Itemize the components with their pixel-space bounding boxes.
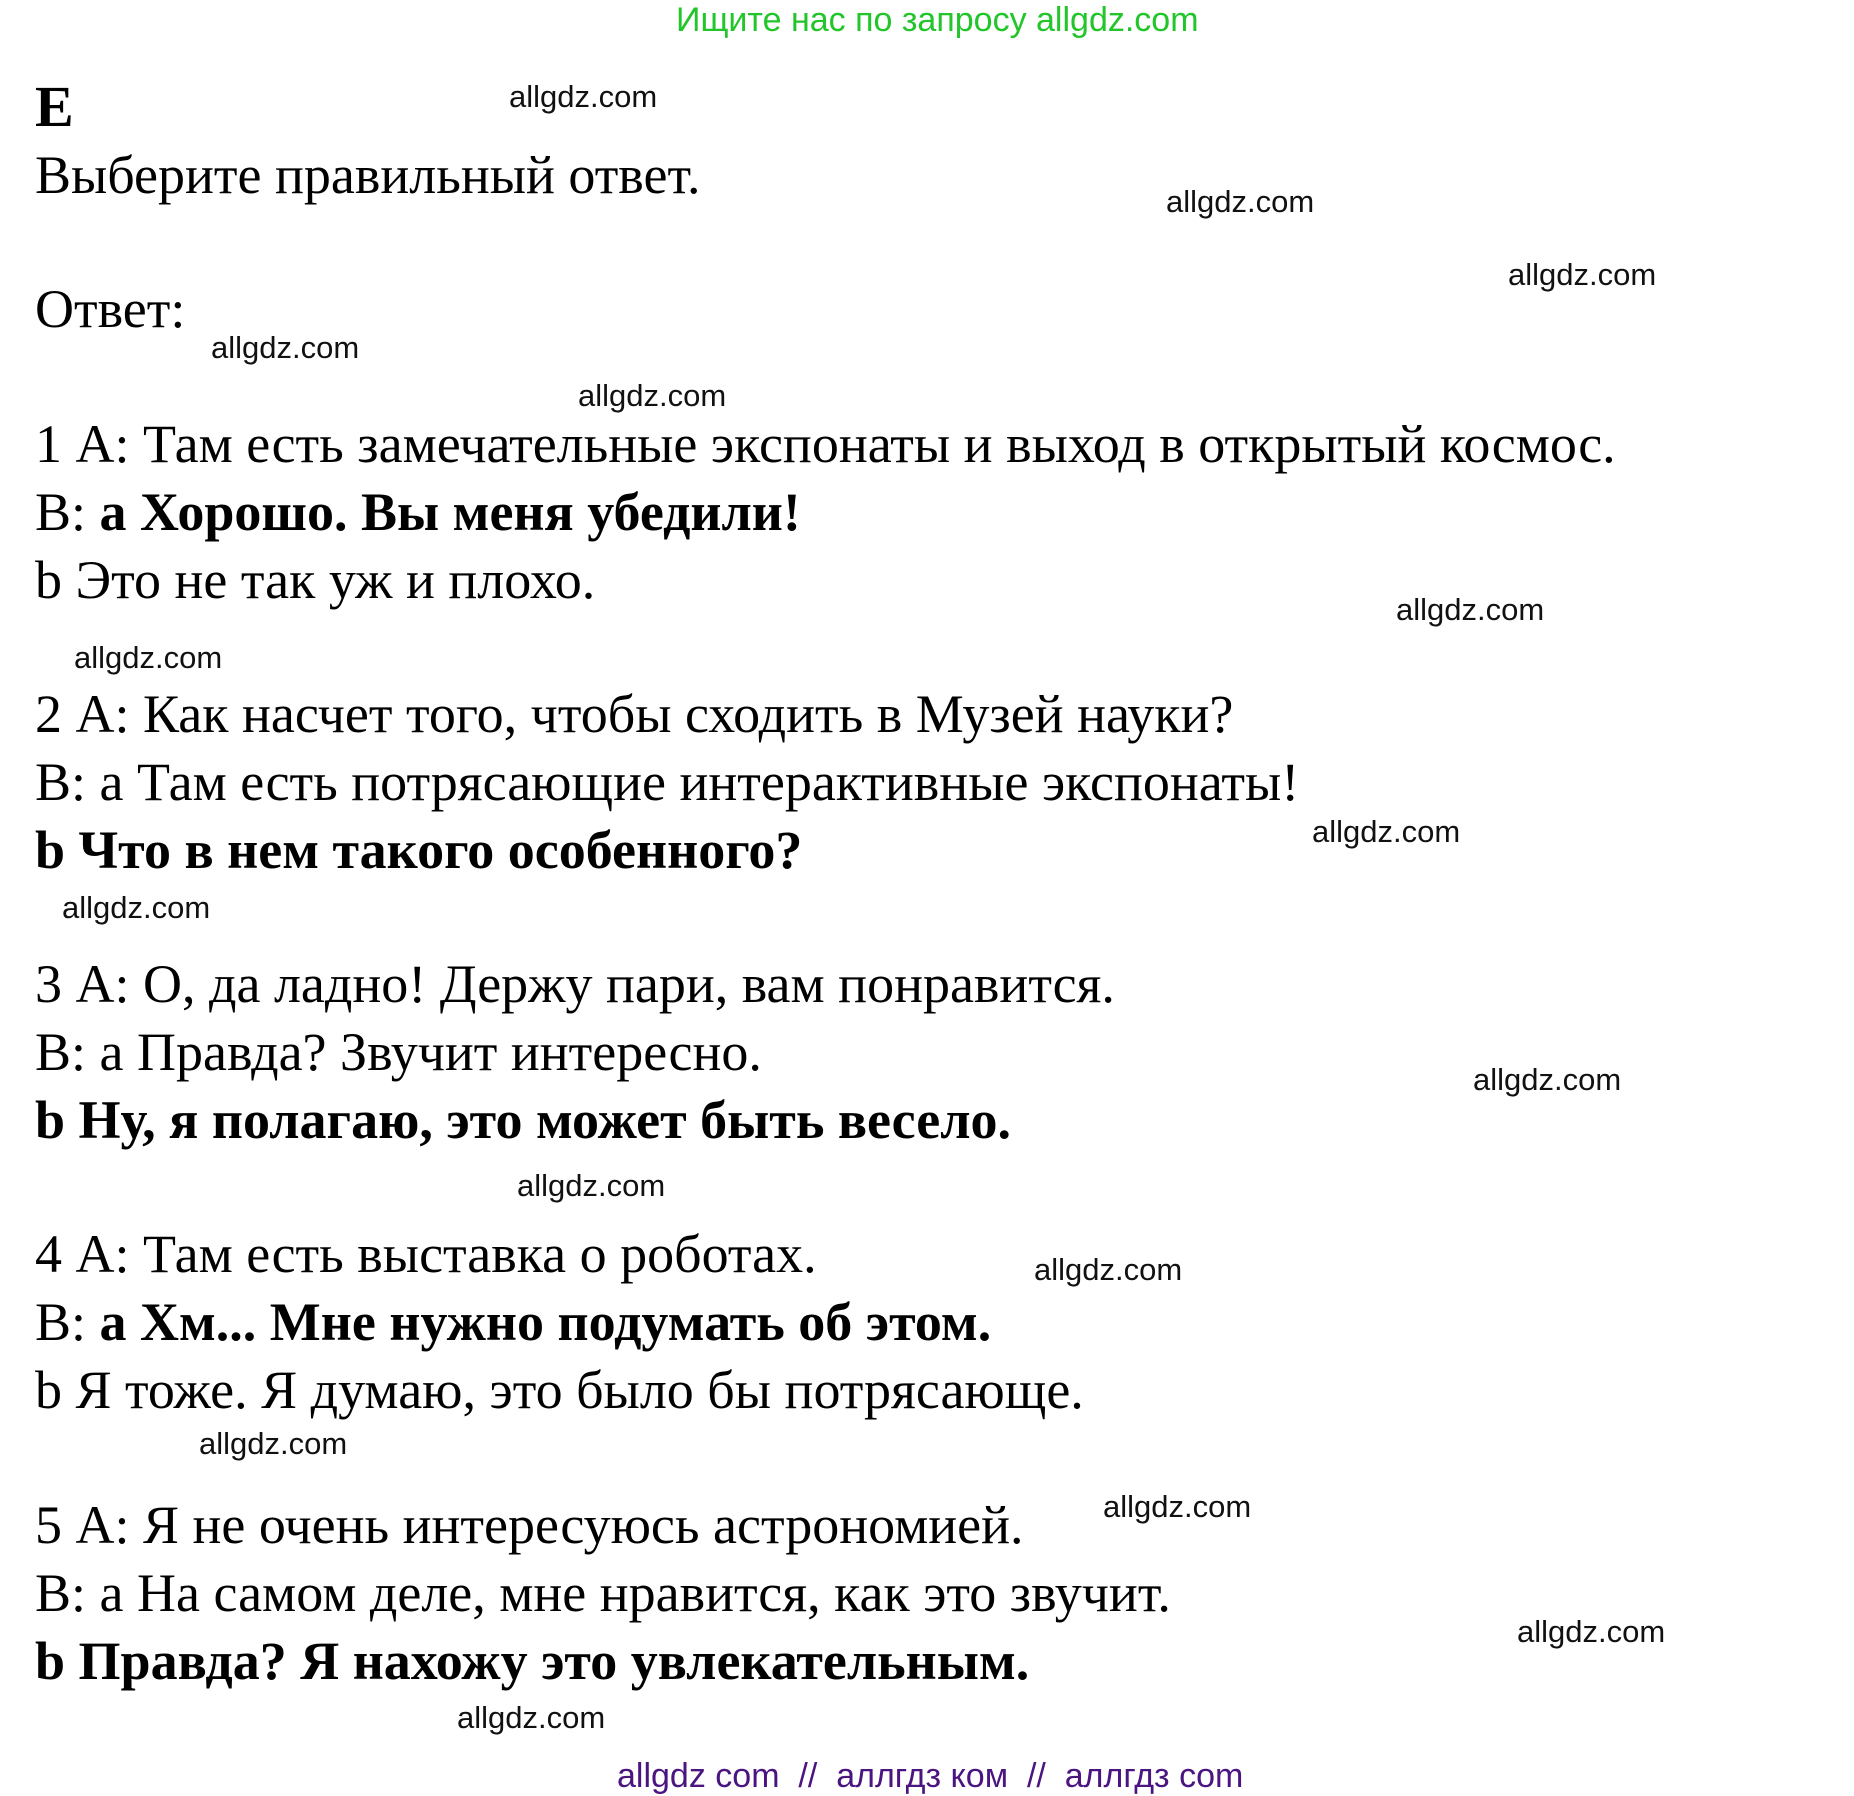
dialogue-line-a: 2 А: Как насчет того, чтобы сходить в Музей науки? [35,684,1234,744]
dialogue-line-a: 3 А: О, да ладно! Держу пари, вам понравится. [35,954,1115,1014]
dialogue-line-b [35,1562,1171,1624]
search-banner: Ищите нас по запросу allgdz.com [676,1,1199,39]
watermark: allgdz.com [62,890,211,925]
watermark: allgdz.com [1166,184,1315,219]
option-a: a Там есть потрясающие интерактивные экспонаты! [99,752,1300,812]
dialogue-line-a: 5 А: Я не очень интересуюсь астрономией. [35,1495,1024,1555]
footer-links: allgdz com // аллгдз ком // аллгдз com [617,1757,1244,1795]
option-b-correct: b Ну, я полагаю, это может быть весело. [35,1090,1012,1150]
dialogue-line-b [35,481,801,543]
watermark: allgdz.com [199,1426,348,1461]
exercise-instruction: Выберите правильный ответ. [35,145,701,205]
dialogue-line-a: 4 А: Там есть выставка о роботах. [35,1224,817,1284]
speaker-b-label: B: [35,1292,100,1352]
dialogue-line-b [35,1021,762,1083]
watermark: allgdz.com [457,1700,606,1735]
exercise-letter: E [35,74,74,139]
watermark: allgdz.com [1473,1062,1622,1097]
option-a: a На самом деле, мне нравится, как это звучит. [99,1563,1171,1623]
dialogue-line-b [35,751,1299,813]
speaker-b-label: B: [35,752,100,812]
speaker-b-label: B: [35,1022,100,1082]
option-b: b Это не так уж и плохо. [35,550,596,610]
dialogue-line-b [35,1291,991,1353]
option-a: a Правда? Звучит интересно. [99,1022,762,1082]
answer-label: Ответ: [35,279,186,339]
option-a-correct: a Хорошо. Вы меня убедили! [99,482,801,542]
watermark: allgdz.com [1103,1489,1252,1524]
option-b-correct: b Что в нем такого особенного? [35,820,803,880]
watermark: allgdz.com [1517,1614,1666,1649]
watermark: allgdz.com [211,330,360,365]
watermark: allgdz.com [1396,592,1545,627]
watermark: allgdz.com [1034,1252,1183,1287]
speaker-b-label: B: [35,1563,100,1623]
speaker-b-label: B: [35,482,100,542]
watermark: allgdz.com [517,1168,666,1203]
option-b: b Я тоже. Я думаю, это было бы потрясающе. [35,1360,1084,1420]
dialogue-line-a: 1 А: Там есть замечательные экспонаты и выход в открытый космос. [35,414,1616,474]
watermark: allgdz.com [1312,814,1461,849]
watermark: allgdz.com [74,640,223,675]
option-b-correct: b Правда? Я нахожу это увлекательным. [35,1631,1030,1691]
watermark: allgdz.com [1508,257,1657,292]
watermark: allgdz.com [578,378,727,413]
option-a-correct: a Хм... Мне нужно подумать об этом. [99,1292,992,1352]
watermark: allgdz.com [509,79,658,114]
